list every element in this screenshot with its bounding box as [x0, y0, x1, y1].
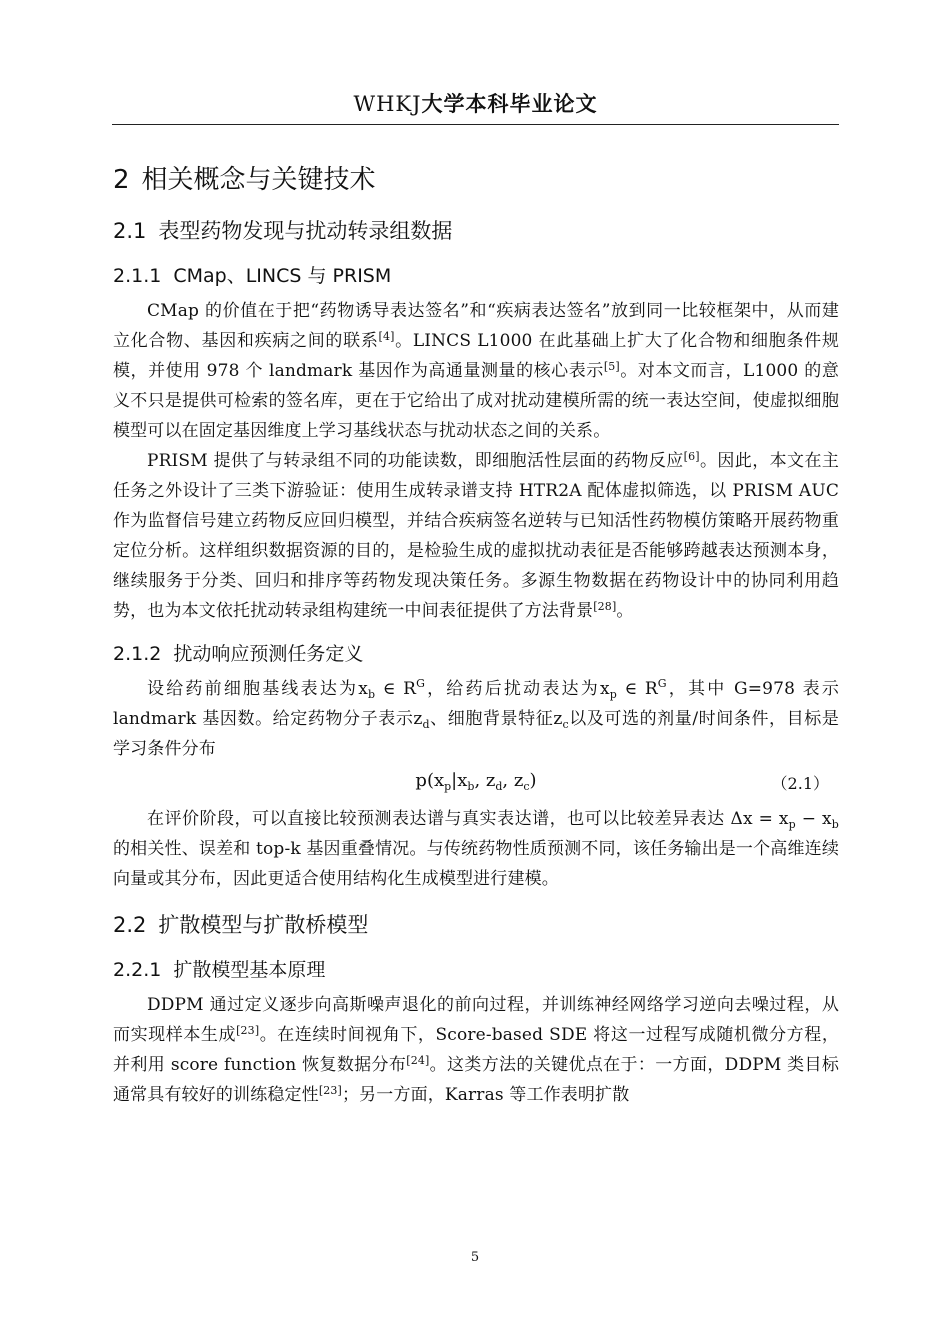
chapter-title: 相关概念与关键技术: [141, 165, 376, 195]
citation: [4]: [378, 330, 395, 343]
text-run: 的相关性、误差和 top-k 基因重叠情况。与传统药物性质预测不同，该任务输出是一个高维连续向量或其分布，因此更适合使用结构化生成模型进行建模。: [113, 839, 839, 889]
text-run: 在评价阶段，可以直接比较预测表达谱与真实表达谱，也可以比较差异表达: [147, 809, 731, 829]
subsection-number: 2.1.1: [113, 265, 162, 287]
subsection-title: 扩散模型基本原理: [173, 959, 326, 981]
chapter-heading: [113, 160, 839, 200]
section-number: 2.2: [113, 913, 147, 937]
math-cell-context: $z_c$: [553, 709, 569, 731]
chapter-number: 2: [113, 165, 130, 195]
text-run: PRISM 提供了与转录组不同的功能读数，即细胞活性层面的药物反应: [147, 451, 684, 471]
text-run: ；另一方面，Karras 等工作表明扩散: [342, 1085, 630, 1105]
section-title: 扩散模型与扩散桥模型: [158, 913, 369, 937]
text-run: ，给药后扰动表达为: [425, 679, 600, 699]
text-run: 。因此，本文在主任务之外设计了三类下游验证：使用生成转录谱支持 HTR2A 配体虚拟筛选，以 PRISM AUC 作为监督信号建立药物反应回归模型，并结合疾病签名逆转与已知活性药物模仿策略开展药物重定位分析。这样组织数据资源的目的，是检验生成的虚拟扰动表征是否能够跨越表达预测本身，继续服务于分类、回归和排序等药物发现决策任务。多源生物数据在药物设计中的协同利用趋势，也为本文依托扰动转录组构建统一中间表征提供了方法背景: [113, 451, 840, 621]
equation-number: （2.1）: [771, 774, 829, 793]
math-differential-expression: $\Delta x = x_p - x_b$: [730, 809, 839, 831]
paragraph-evaluation: [113, 804, 839, 894]
citation: [23]: [318, 1084, 342, 1097]
text-run: 。LINCS L1000 在此基础上扩大了化合物和细胞条件规模，并使用 978 个 landmark 基因作为高通量测量的核心表示: [113, 331, 839, 381]
citation: [24]: [406, 1054, 430, 1067]
text-run: 。: [616, 601, 634, 621]
text-run: 。对本文而言，L1000 的意义不只是提供可检索的签名库，更在于它给出了成对扰动建模所需的统一表达空间，使虚拟细胞模型可以在固定基因维度上学习基线状态与扰动状态之间的关系。: [113, 361, 839, 441]
citation: [6]: [683, 450, 700, 463]
subsection-heading-2-1-1: [113, 260, 839, 292]
subsection-heading-2-2-1: [113, 954, 839, 986]
header-prefix: WHKJ: [353, 92, 422, 116]
paragraph-prism: [113, 446, 839, 626]
subsection-title: 扰动响应预测任务定义: [173, 643, 364, 665]
equation-body: $p(x_p|x_b$, $z_d$, $z_c$): [415, 770, 537, 793]
section-heading-2-2: [113, 908, 839, 942]
paragraph-task-definition: [113, 674, 839, 764]
paragraph-cmap: [113, 296, 839, 446]
math-drug-representation: $z_d$: [413, 709, 430, 731]
text-run: 设给药前细胞基线表达为: [147, 679, 359, 699]
text-run: 以及可选的剂量/时间条件，目标是学习条件分布: [113, 709, 839, 759]
text-run: 。在连续时间视角下，Score-based SDE 将这一过程写成随机微分方程，并利用 score function 恢复数据分布: [113, 1025, 839, 1075]
math-perturbed-expression: $x_p$ ∈ $R^G$: [599, 677, 667, 701]
citation: [5]: [603, 360, 620, 373]
subsection-number: 2.1.2: [113, 643, 162, 665]
header-title: 大学本科毕业论文: [421, 92, 598, 116]
citation: [23]: [236, 1024, 260, 1037]
header-rule: [112, 124, 839, 125]
subsection-heading-2-1-2: [113, 638, 839, 670]
math-baseline-expression: $x_b$ ∈ $R^G$: [358, 677, 426, 701]
section-number: 2.1: [113, 219, 147, 243]
paragraph-diffusion-basics: [113, 990, 839, 1110]
text-run: ，其中 G=978 表示 landmark 基因数。给定药物分子表示: [113, 679, 839, 729]
citation: [28]: [593, 600, 617, 613]
text-run: DDPM 通过定义逐步向高斯噪声退化的前向过程，并训练神经网络学习逆向去噪过程，从而实现样本生成: [113, 995, 839, 1045]
section-heading-2-1: [113, 214, 839, 248]
subsection-title: CMap、LINCS 与 PRISM: [173, 265, 392, 287]
text-run: 、细胞背景特征: [429, 709, 554, 729]
page-header: [112, 88, 839, 118]
equation-2-1: [113, 766, 839, 804]
page-number: 5: [470, 1250, 480, 1265]
text-run: CMap 的价值在于把“药物诱导表达签名”和“疾病表达签名”放到同一比较框架中，从而建立化合物、基因和疾病之间的联系: [113, 301, 839, 351]
subsection-number: 2.2.1: [113, 959, 162, 981]
page-body: [113, 150, 839, 1110]
text-run: 。这类方法的关键优点在于：一方面，DDPM 类目标通常具有较好的训练稳定性: [113, 1055, 839, 1105]
section-title: 表型药物发现与扰动转录组数据: [158, 219, 453, 243]
